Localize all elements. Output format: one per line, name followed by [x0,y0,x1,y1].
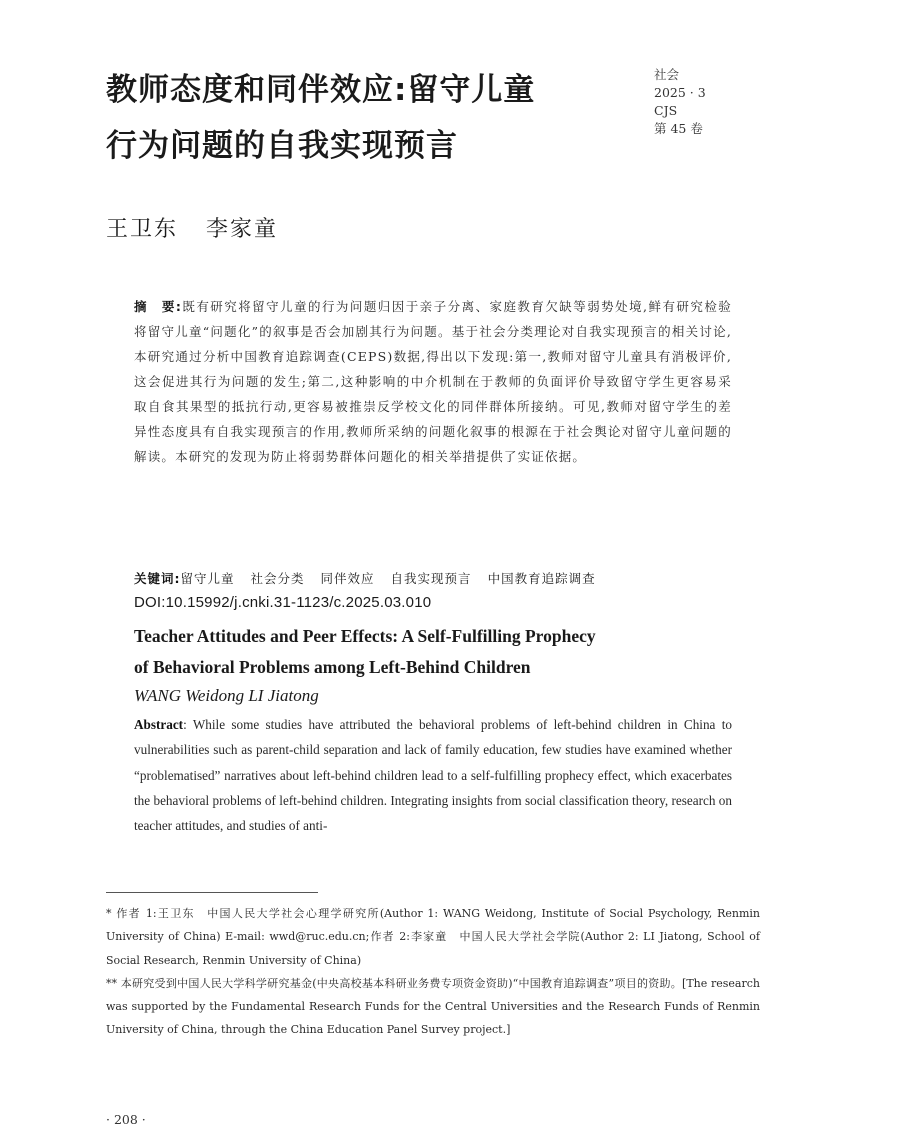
doi: DOI:10.15992/j.cnki.31-1123/c.2025.03.010 [134,594,432,611]
footnotes [106,902,760,1042]
journal-issue: 2025 · 3 [654,85,706,100]
author-2: 李家童 [206,217,279,242]
journal-name: 社会 [654,67,680,82]
keyword: 社会分类 [250,571,305,586]
abstract-cn-label: 摘 要: [134,299,183,314]
abstract-en-text: : While some studies have attributed the behavioral problems of left-behind children in China to vulnerabilities such as parent-child separation and lack of family education, few studies have examined whether “problematised” narratives about left-behind children lead to a self-fulfilling prophecy effect, which exacerbates the behavioral problems of left-behind children. Integrating insights from social classification theory, research on teacher attitudes, and studies of anti- [134,717,732,834]
keyword: 同伴效应 [320,571,375,586]
keyword: 自我实现预言 [390,571,472,586]
english-title [134,621,734,683]
keyword: 留守儿童 [180,571,235,586]
authors-cn [106,212,278,243]
abstract-en [134,712,732,838]
footnote-funding: ** 本研究受到中国人民大学科学研究基金(中央高校基本科研业务费专项资金资助)“中国教育追踪调查”项目的资助。[The research was supported by the Fundamental Research Funds for the Central Universities and the Research Funds of Renmin University of China, through the China Education Panel Survey project.] [106,976,760,1037]
english-authors: WANG Weidong LI Jiatong [134,686,319,705]
english-title-line-2: of Behavioral Problems among Left-Behind Children [134,657,531,677]
journal-volume: 第 45 卷 [654,121,703,136]
author-1: 王卫东 [106,217,179,242]
title-line-1: 教师态度和同伴效应:留守儿童 [106,72,536,108]
footnote-divider [106,892,318,893]
keywords-label: 关键词: [134,571,181,586]
abstract-en-label: Abstract [134,717,184,732]
article-title [106,62,626,174]
abstract-cn [134,294,732,469]
english-title-line-1: Teacher Attitudes and Peer Effects: A Self-Fulfilling Prophecy [134,626,596,646]
title-line-2: 行为问题的自我实现预言 [106,128,458,164]
page-number: · 208 · [106,1112,146,1127]
footnote-authors: * 作者 1:王卫东 中国人民大学社会心理学研究所(Author 1: WANG Weidong, Institute of Social Psychology, Renmin University of China) E-mail: wwd@ruc.edu.cn;作者 2:李家童 中国人民大学社会学院(Author 2: LI Jiatong, School of Social Research, Renmin University of China) [106,907,760,967]
abstract-cn-text: 既有研究将留守儿童的行为问题归因于亲子分离、家庭教育欠缺等弱势处境,鲜有研究检验将留守儿童“问题化”的叙事是否会加剧其行为问题。基于社会分类理论对自我实现预言的相关讨论,本研究通过分析中国教育追踪调查(CEPS)数据,得出以下发现:第一,教师对留守儿童具有消极评价,这会促进其行为问题的发生;第二,这种影响的中介机制在于教师的负面评价导致留守学生更容易采取自食其果型的抵抗行动,更容易被推崇反学校文化的同伴群体所接纳。可见,教师对留守学生的差异性态度具有自我实现预言的作用,教师所采纳的问题化叙事的根源在于社会舆论对留守儿童问题的解读。本研究的发现为防止将弱势群体问题化的相关举措提供了实证依据。 [134,299,732,464]
keyword: 中国教育追踪调查 [487,571,596,586]
journal-info [654,66,706,138]
keywords [134,568,734,590]
journal-abbrev: CJS [654,103,678,118]
